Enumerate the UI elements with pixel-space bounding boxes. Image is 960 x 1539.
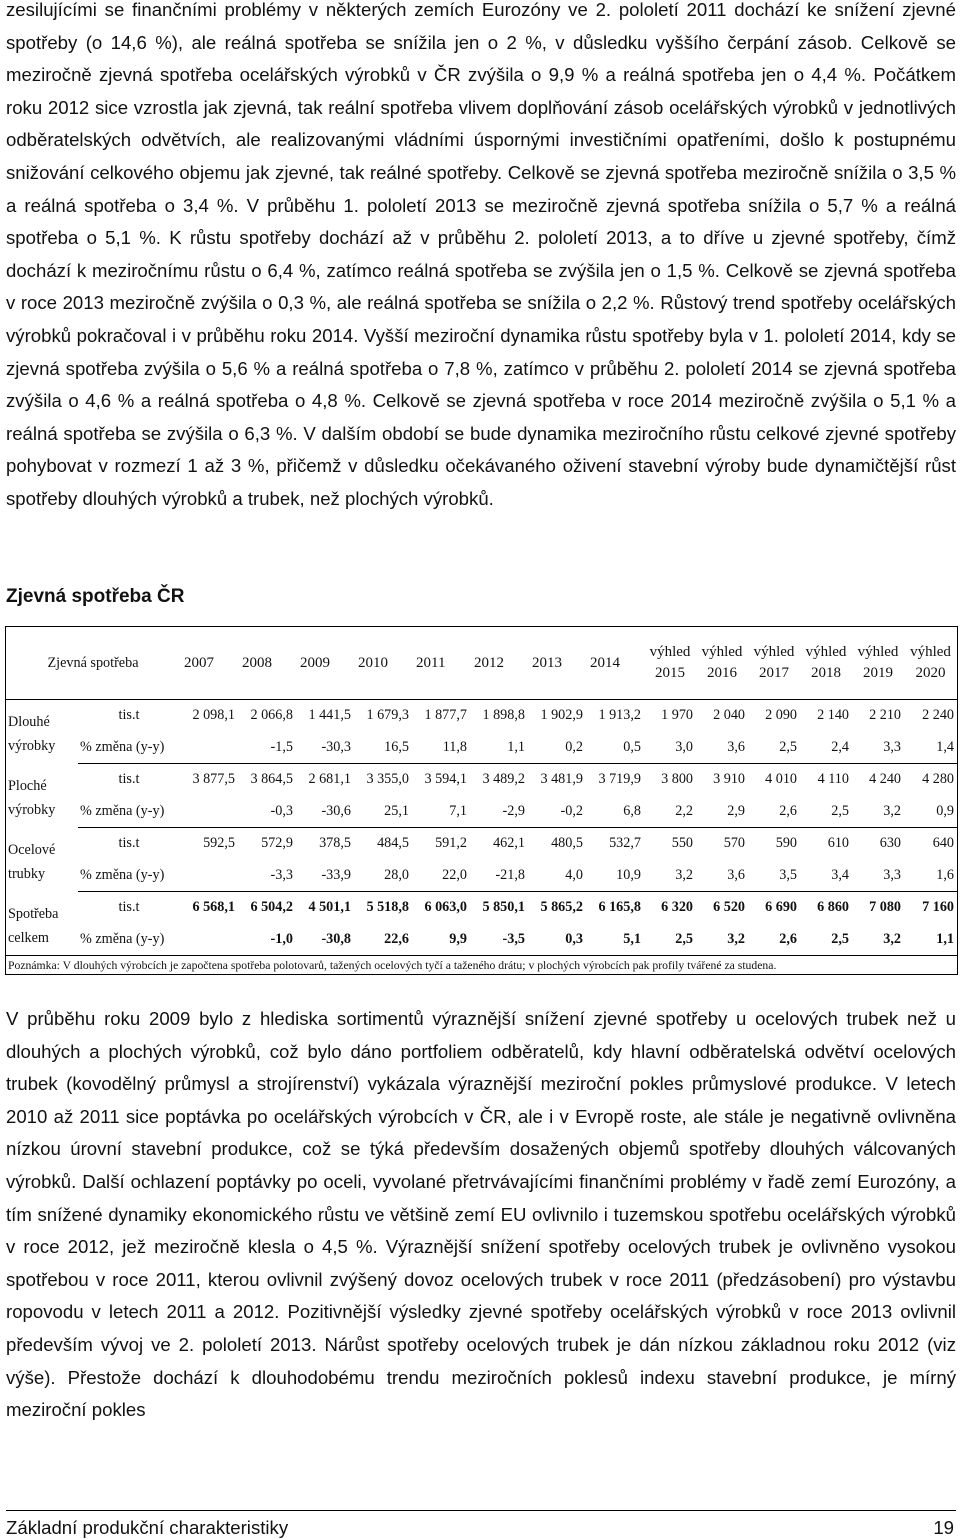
table-cell-change: 2,9 bbox=[696, 796, 748, 828]
table-cell-change: 22,6 bbox=[354, 924, 412, 956]
table-cell-change: 2,5 bbox=[800, 796, 852, 828]
table-cell-value: 6 320 bbox=[661, 899, 693, 916]
table-cell-change: -30,6 bbox=[296, 796, 354, 828]
table-cell-value: 2 098,1 bbox=[192, 707, 235, 724]
table-cell-change: 3,2 bbox=[852, 924, 904, 956]
table-cell-value: 610 bbox=[827, 835, 849, 852]
table-cell-value: 1 877,7 bbox=[424, 707, 467, 724]
row-unit: tis.t bbox=[118, 771, 140, 788]
table-row bbox=[6, 764, 957, 796]
table-cell-change: 5,1 bbox=[586, 924, 644, 956]
table-row-change bbox=[6, 796, 957, 828]
consumption-table bbox=[5, 626, 958, 975]
table-header-forecast bbox=[748, 627, 800, 700]
table-cell-change: 22,0 bbox=[412, 860, 470, 892]
row-unit: tis.t bbox=[118, 707, 140, 724]
table-cell-change: 10,9 bbox=[586, 860, 644, 892]
forecast-prefix: výhled bbox=[649, 644, 691, 660]
table-cell-value: 3 489,2 bbox=[482, 771, 525, 788]
table-header-year: 2011 bbox=[412, 627, 470, 700]
table-cell-change: 0,2 bbox=[528, 732, 586, 764]
table-cell-value: 1 902,9 bbox=[540, 707, 583, 724]
table-cell-change: 6,8 bbox=[586, 796, 644, 828]
table-cell-change: -3,3 bbox=[238, 860, 296, 892]
table-cell-change: 3,3 bbox=[852, 860, 904, 892]
table-cell-value: 2 681,1 bbox=[308, 771, 351, 788]
table-cell-value: 484,5 bbox=[377, 835, 409, 852]
table-cell-value: 3 864,5 bbox=[250, 771, 293, 788]
table-cell-value: 4 010 bbox=[765, 771, 797, 788]
table-header-row bbox=[6, 627, 957, 700]
table-cell-change: 0,3 bbox=[528, 924, 586, 956]
table-cell-value: 6 165,8 bbox=[598, 899, 641, 916]
table-cell-change: -3,5 bbox=[470, 924, 528, 956]
table-header-year: 2012 bbox=[470, 627, 528, 700]
table-cell-value: 3 800 bbox=[661, 771, 693, 788]
table-cell-change bbox=[180, 796, 238, 828]
table-cell-value: 462,1 bbox=[493, 835, 525, 852]
table-cell-change: 2,2 bbox=[644, 796, 696, 828]
table-cell-change: 1,1 bbox=[470, 732, 528, 764]
table-cell-value: 3 481,9 bbox=[540, 771, 583, 788]
table-cell-value: 6 690 bbox=[765, 899, 797, 916]
table-cell-change: 3,4 bbox=[800, 860, 852, 892]
table-header-forecast bbox=[852, 627, 904, 700]
table-cell-change: 3,3 bbox=[852, 732, 904, 764]
table-cell-change bbox=[180, 732, 238, 764]
table-cell-value: 480,5 bbox=[551, 835, 583, 852]
table-cell-change: -30,3 bbox=[296, 732, 354, 764]
table-cell-value: 5 850,1 bbox=[482, 899, 525, 916]
table-cell-value: 3 910 bbox=[713, 771, 745, 788]
table-cell-value: 630 bbox=[879, 835, 901, 852]
table-cell-change: 3,2 bbox=[644, 860, 696, 892]
table-cell-change: 28,0 bbox=[354, 860, 412, 892]
table-cell-change: 2,6 bbox=[748, 796, 800, 828]
forecast-year: 2018 bbox=[811, 665, 841, 681]
table-cell-value: 2 210 bbox=[869, 707, 901, 724]
table-header-year: 2008 bbox=[238, 627, 296, 700]
table-cell-change: 3,0 bbox=[644, 732, 696, 764]
forecast-year: 2020 bbox=[915, 665, 946, 681]
table-cell-value: 590 bbox=[775, 835, 797, 852]
table-cell-value: 3 594,1 bbox=[424, 771, 467, 788]
table-cell-value: 2 090 bbox=[765, 707, 797, 724]
table-cell-change: 3,2 bbox=[696, 924, 748, 956]
table-cell-value: 4 240 bbox=[869, 771, 901, 788]
row-change-label: % změna (y-y) bbox=[78, 796, 180, 828]
table-cell-value: 640 bbox=[932, 835, 954, 852]
table-cell-value: 1 970 bbox=[661, 707, 693, 724]
row-unit: tis.t bbox=[118, 835, 140, 852]
table-cell-value: 6 568,1 bbox=[192, 899, 235, 916]
table-cell-value: 2 240 bbox=[922, 707, 954, 724]
table-cell-value: 1 441,5 bbox=[308, 707, 351, 724]
row-category: Ocelové trubky bbox=[8, 841, 56, 882]
table-cell-change: 9,9 bbox=[412, 924, 470, 956]
table-cell-change: 3,6 bbox=[696, 860, 748, 892]
table-cell-value: 1 679,3 bbox=[366, 707, 409, 724]
row-unit: tis.t bbox=[118, 899, 140, 916]
table-cell-value: 1 913,2 bbox=[598, 707, 641, 724]
table-cell-value: 592,5 bbox=[203, 835, 235, 852]
table-cell-change bbox=[180, 860, 238, 892]
table-note-row bbox=[6, 956, 957, 975]
table-cell-change: -1,5 bbox=[238, 732, 296, 764]
table-cell-change: -2,9 bbox=[470, 796, 528, 828]
table-row-change bbox=[6, 732, 957, 764]
table-cell-value: 5 518,8 bbox=[366, 899, 409, 916]
table-header-forecast bbox=[904, 627, 957, 700]
table-cell-change: -0,3 bbox=[238, 796, 296, 828]
table-cell-change: 2,5 bbox=[644, 924, 696, 956]
table-cell-value: 550 bbox=[671, 835, 693, 852]
forecast-year: 2015 bbox=[655, 665, 685, 681]
forecast-prefix: výhled bbox=[910, 644, 951, 660]
forecast-year: 2019 bbox=[863, 665, 893, 681]
forecast-prefix: výhled bbox=[753, 644, 795, 660]
section-heading: Zjevná spotřeba ČR bbox=[6, 586, 185, 607]
table-cell-value: 591,2 bbox=[435, 835, 467, 852]
table-cell-value: 2 140 bbox=[817, 707, 849, 724]
table-header-forecast bbox=[696, 627, 748, 700]
consumption-table-grid bbox=[6, 627, 957, 974]
table-cell-change: 2,5 bbox=[748, 732, 800, 764]
table-row bbox=[6, 892, 957, 924]
table-cell-change: -1,0 bbox=[238, 924, 296, 956]
footer-title: Základní produkční charakteristiky bbox=[6, 1517, 289, 1538]
table-header-forecast bbox=[644, 627, 696, 700]
row-change-label: % změna (y-y) bbox=[78, 924, 180, 956]
table-row-change bbox=[6, 924, 957, 956]
table-cell-value: 7 080 bbox=[869, 899, 901, 916]
table-cell-value: 572,9 bbox=[261, 835, 293, 852]
forecast-prefix: výhled bbox=[701, 644, 743, 660]
table-cell-value: 2 066,8 bbox=[250, 707, 293, 724]
row-category: Ploché výrobky bbox=[8, 777, 56, 818]
table-cell-value: 6 520 bbox=[713, 899, 745, 916]
table-cell-change: 3,5 bbox=[748, 860, 800, 892]
paragraph-bottom: V průběhu roku 2009 bylo z hlediska sortimentů výraznější snížení zjevné spotřeby u ocelových trubek než u dlouhých a plochých výrobků, což bylo dáno portfoliem odběratelů, kdy hlavní odběratelská odvětví ocelových trubek (kovodělný průmysl a strojírenství) vykázala výraznější meziroční pokles průmyslové produkce. V letech 2010 až 2011 sice poptávka po ocelářských výrobcích v ČR, ale i v Evropě roste, ale stále je negativně ovlivněna nízkou úrovní stavební produkce, což se týká především dosažených objemů spotřeby dlouhých válcovaných výrobků. Další ochlazení poptávky po oceli, vyvolané přetrvávajícími finančními problémy v řadě zemí Eurozóny, a tím snížené dynamiky ekonomického růstu ve většině zemí EU ovlivnilo i tuzemskou spotřebu ocelářských výrobků v roce 2012, jež meziročně klesla o 4,5 %. Výraznější snížení spotřeby ocelových trubek je ovlivněno vysokou spotřebou v roce 2011, kterou ovlivnil zvýšený dovoz ocelových trubek v roce 2011 (předzásobení) pro výstavbu ropovodu v letech 2011 a 2012. Pozitivnější výsledky zjevné spotřeby ocelářských výrobků v roce 2013 ovlivnil především vývoj ve 2. pololetí 2013. Nárůst spotřeby ocelových trubek je dán nízkou základnou roku 2012 (viz výše). Přestože dochází k dlouhodobému trendu meziročních poklesů indexu stavební produkce, je mírný meziroční pokles bbox=[6, 1008, 956, 1421]
table-cell-value: 6 063,0 bbox=[424, 899, 467, 916]
table-cell-change: -21,8 bbox=[470, 860, 528, 892]
table-cell-change: -30,8 bbox=[296, 924, 354, 956]
table-cell-change: 3,6 bbox=[696, 732, 748, 764]
page-number: 19 bbox=[933, 1517, 954, 1538]
row-category: Dlouhé výrobky bbox=[8, 714, 56, 754]
table-cell-value: 5 865,2 bbox=[540, 899, 583, 916]
table-row-change bbox=[6, 860, 957, 892]
table-cell-value: 6 860 bbox=[817, 899, 849, 916]
table-cell-value: 3 719,9 bbox=[598, 771, 641, 788]
table-cell-value: 6 504,2 bbox=[250, 899, 293, 916]
table-header-year: 2013 bbox=[528, 627, 586, 700]
table-cell-value: 4 110 bbox=[817, 771, 849, 788]
table-cell-change: 7,1 bbox=[412, 796, 470, 828]
table-note: Poznámka: V dlouhých výrobcích je započtena spotřeba polotovarů, tažených ocelových tyčí a taženého drátu; v plochých výrobcích pak profily tvářené za studena. bbox=[6, 956, 957, 975]
forecast-year: 2016 bbox=[707, 665, 737, 681]
table-header-forecast bbox=[800, 627, 852, 700]
table-cell-value: 3 355,0 bbox=[366, 771, 409, 788]
table-cell-change bbox=[180, 924, 238, 956]
table-cell-change: 0,9 bbox=[904, 796, 957, 828]
row-change-label: % změna (y-y) bbox=[78, 732, 180, 764]
table-cell-value: 378,5 bbox=[319, 835, 351, 852]
table-cell-change: -33,9 bbox=[296, 860, 354, 892]
table-cell-change: 3,2 bbox=[852, 796, 904, 828]
table-cell-change: 16,5 bbox=[354, 732, 412, 764]
table-header-year: 2010 bbox=[354, 627, 412, 700]
table-header-year: 2007 bbox=[180, 627, 238, 700]
forecast-prefix: výhled bbox=[857, 644, 899, 660]
forecast-year: 2017 bbox=[759, 665, 789, 681]
page-footer bbox=[6, 1510, 956, 1538]
table-header-year: 2014 bbox=[586, 627, 644, 700]
table-cell-change: 2,4 bbox=[800, 732, 852, 764]
table-cell-change: 1,4 bbox=[904, 732, 957, 764]
table-cell-value: 570 bbox=[723, 835, 745, 852]
table-cell-change: 11,8 bbox=[412, 732, 470, 764]
paragraph-top: zesilujícími se finančními problémy v některých zemích Eurozóny ve 2. pololetí 2011 dochází ke snížení zjevné spotřeby (o 14,6 %), ale reálná spotřeba se snížila jen o 2 %, v důsledku vyššího čerpání zásob. Celkově se meziročně zjevná spotřeba ocelářských výrobků v ČR zvýšila o 9,9 % a reálná spotřeba jen o 4,4 %. Počátkem roku 2012 sice vzrostla jak zjevná, tak reální spotřeba vlivem doplňování zásob ocelářských výrobků v jednotlivých odběratelských odvětvích, ale realizovanými vládními úspornými investičními opatřeními, došlo k postupnému snižování celkového objemu jak zjevné, tak reálné spotřeby. Celkově se zjevná spotřeba meziročně snížila o 3,5 % a reálná spotřeba o 3,4 %. V průběhu 1. pololetí 2013 se meziročně zjevná spotřeba snížila o 5,7 % a reálná spotřeba o 5,1 %. K růstu spotřeby dochází až v průběhu 2. pololetí 2013, a to dříve u zjevné spotřeby, čímž dochází k meziročnímu růstu o 6,4 %, zatímco reálná spotřeba se zvýšila jen o 1,5 %. Celkově se zjevná spotřeba v roce 2013 meziročně zvýšila o 0,3 %, ale reálná spotřeba se snížila o 2,2 %. Růstový trend spotřeby ocelářských výrobků pokračoval i v průběhu roku 2014. Vyšší meziroční dynamika růstu spotřeby byla v 1. pololetí 2014, kdy se zjevná spotřeba zvýšila o 5,6 % a reálná spotřeba o 7,8 %, zatímco v průběhu 2. pololetí 2014 se zjevná spotřeba zvýšila o 4,6 % a reálná spotřeba o 4,8 %. Celkově se zjevná spotřeba v roce 2014 meziročně zvýšila o 5,1 % a reálná spotřeba se zvýšila o 6,3 %. V dalším období se bude dynamika meziročního růstu celkové zjevné spotřeby pohybovat v rozmezí 1 až 3 %, přičemž v důsledku očekávaného oživení stavební výroby bude dynamičtější růst spotřeby dlouhých výrobků a trubek, než plochých výrobků. bbox=[6, 0, 956, 509]
row-category: Spotřeba celkem bbox=[8, 905, 59, 946]
table-cell-value: 2 040 bbox=[713, 707, 745, 724]
table-cell-change: 2,5 bbox=[800, 924, 852, 956]
table-cell-change: 1,6 bbox=[904, 860, 957, 892]
table-row bbox=[6, 828, 957, 860]
row-change-label: % změna (y-y) bbox=[78, 860, 180, 892]
table-cell-change: 2,6 bbox=[748, 924, 800, 956]
table-cell-value: 7 160 bbox=[922, 899, 954, 916]
table-cell-change: 0,5 bbox=[586, 732, 644, 764]
forecast-prefix: výhled bbox=[805, 644, 847, 660]
table-header-label: Zjevná spotřeba bbox=[6, 627, 180, 700]
table-cell-value: 1 898,8 bbox=[482, 707, 525, 724]
table-cell-change: 25,1 bbox=[354, 796, 412, 828]
table-cell-value: 532,7 bbox=[609, 835, 641, 852]
table-cell-value: 3 877,5 bbox=[192, 771, 235, 788]
table-cell-value: 4 280 bbox=[922, 771, 954, 788]
table-cell-change: -0,2 bbox=[528, 796, 586, 828]
table-cell-change: 1,1 bbox=[904, 924, 957, 956]
table-cell-change: 4,0 bbox=[528, 860, 586, 892]
table-row bbox=[6, 700, 957, 732]
table-cell-value: 4 501,1 bbox=[308, 899, 351, 916]
table-header-year: 2009 bbox=[296, 627, 354, 700]
